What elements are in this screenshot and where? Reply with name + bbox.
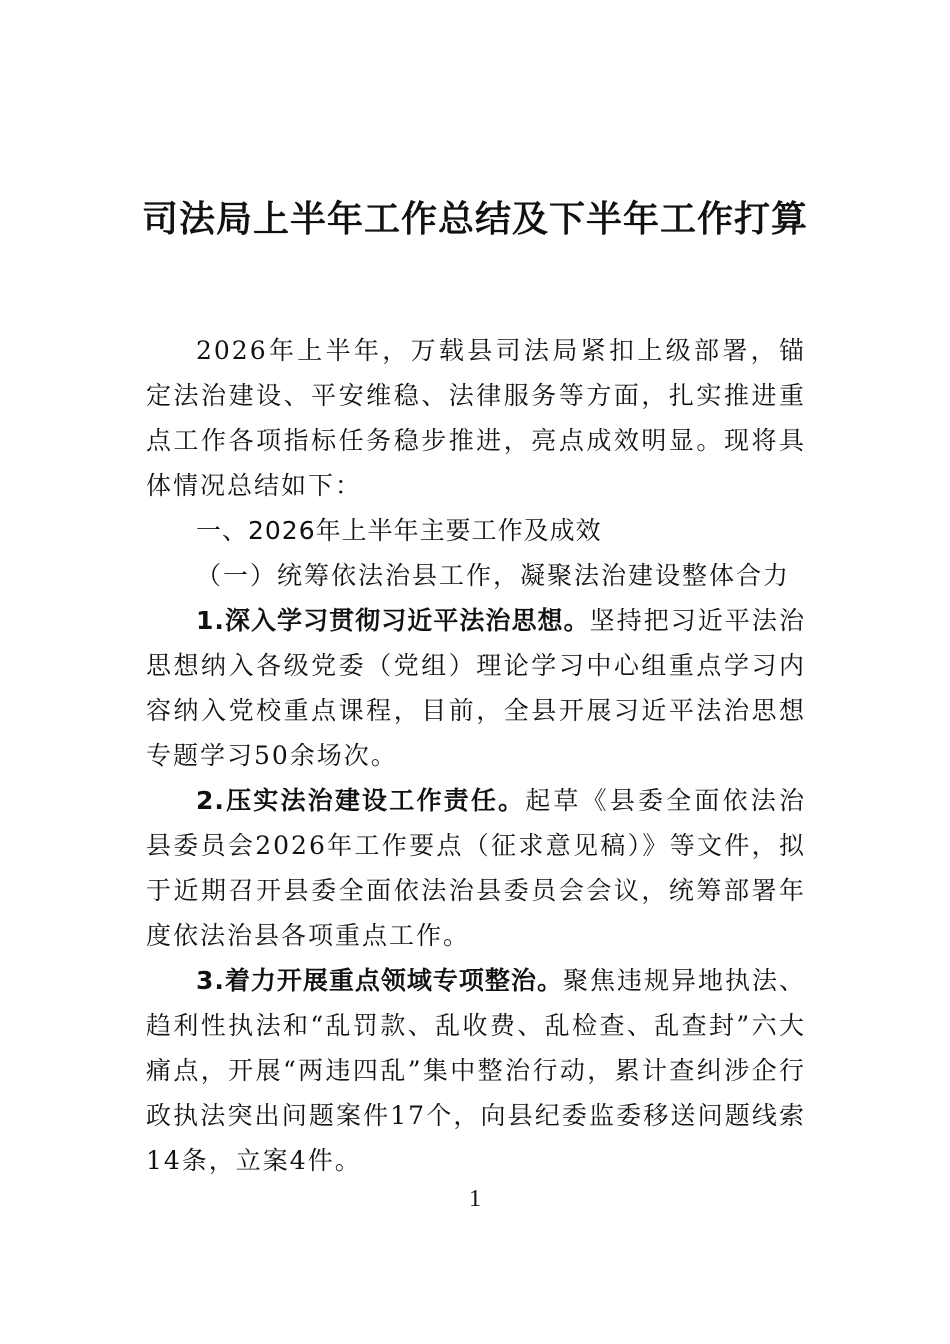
section-heading: 一、2026年上半年主要工作及成效 (196, 516, 602, 545)
item-paragraph-2 (146, 778, 806, 958)
document-body (146, 328, 806, 1183)
item-paragraph-1 (146, 598, 806, 778)
item-lead-1: 1.深入学习贯彻习近平法治思想。 (196, 606, 590, 635)
subsection-heading: （一）统筹依法治县工作，凝聚法治建设整体合力 (196, 561, 791, 590)
item-text-1: 坚持把习近平法治思想纳入各级党委（党组）理论学习中心组重点学习内容纳入党校重点课程，目前，全县开展习近平法治思想专题学习50余场次。 (146, 606, 806, 770)
item-text-2: 起草《县委全面依法治县委员会2026年工作要点（征求意见稿）》等文件，拟于近期召开县委全面依法治县委员会会议，统筹部署年度依法治县各项重点工作。 (146, 786, 806, 950)
intro-paragraph: 2026年上半年，万载县司法局紧扣上级部署，锚定法治建设、平安维稳、法律服务等方面，扎实推进重点工作各项指标任务稳步推进，亮点成效明显。现将具体情况总结如下： (146, 336, 806, 500)
item-lead-2: 2.压实法治建设工作责任。 (196, 786, 526, 815)
item-lead-3: 3.着力开展重点领域专项整治。 (196, 966, 563, 995)
document-title: 司法局上半年工作总结及下半年工作打算 (141, 198, 808, 240)
item-paragraph-3 (146, 958, 806, 1183)
item-text-3: 聚焦违规异地执法、趋利性执法和“乱罚款、乱收费、乱检查、乱查封”六大痛点，开展“两违四乱”集中整治行动，累计查纠涉企行政执法突出问题案件17个，向县纪委监委移送问题线索14条，立案4件。 (146, 966, 806, 1175)
page-number: 1 (469, 1186, 481, 1212)
